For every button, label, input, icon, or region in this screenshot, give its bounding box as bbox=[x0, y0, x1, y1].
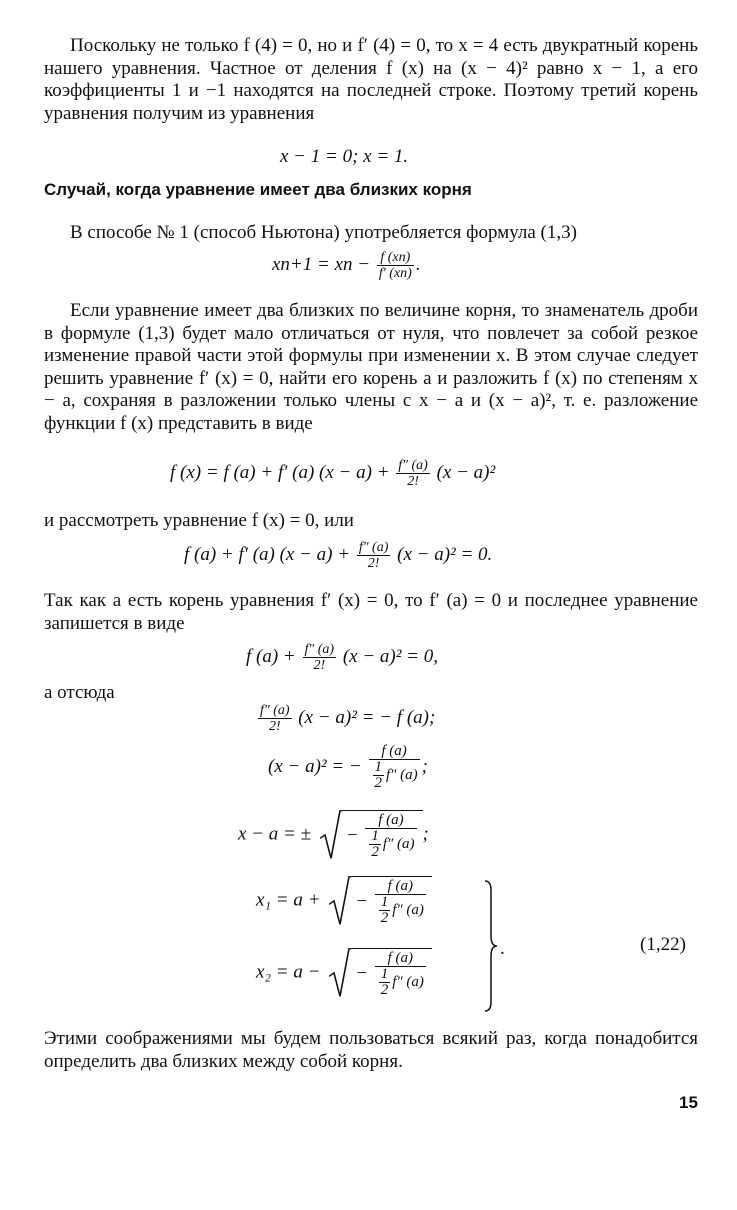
x1-denominator bbox=[375, 894, 426, 926]
right-brace bbox=[484, 880, 498, 1012]
step2-denominator bbox=[369, 759, 420, 791]
x2-half bbox=[379, 967, 391, 998]
reduced-denominator: 2! bbox=[303, 657, 337, 673]
x1-half-den: 2 bbox=[380, 910, 389, 926]
newton-denominator: f′ (xn) bbox=[378, 266, 412, 281]
reduced-tail: (x − a)² = 0, bbox=[342, 645, 438, 667]
zero-fraction bbox=[357, 540, 391, 571]
radical-sign bbox=[329, 876, 351, 926]
paragraph-since-root: Так как a есть корень уравнения f′ (x) = 0, то f′ (a) = 0 и последнее уравнение запишется в виде bbox=[44, 590, 698, 634]
taylor-denominator: 2! bbox=[396, 473, 430, 489]
equation-number: (1,22) bbox=[640, 934, 686, 955]
equation-zero bbox=[184, 540, 492, 571]
x1-half bbox=[379, 895, 391, 926]
step3-half bbox=[369, 829, 381, 860]
step2-den-tail: f″ (a) bbox=[386, 766, 418, 783]
x2-numerator: f (a) bbox=[387, 950, 414, 966]
step2-fraction bbox=[369, 744, 420, 791]
x2-sqrt bbox=[329, 948, 432, 998]
step3-fraction bbox=[365, 813, 416, 860]
paragraph-consider: и рассмотреть уравнение f (x) = 0, или bbox=[44, 510, 354, 531]
equation-step-1 bbox=[256, 703, 435, 734]
zero-denominator: 2! bbox=[357, 555, 391, 571]
step2-half-den: 2 bbox=[374, 775, 382, 791]
radical-sign bbox=[329, 948, 351, 998]
newton-lhs: xn+1 = xn − bbox=[272, 253, 371, 275]
paragraph-close-roots: Если уравнение имеет два близких по величине корня, то знаменатель дроби в формуле (1,3) будет мало отличаться от нуля, что повлечет за собой резкое изменение правой части этой формулы при изменении x. В этом случае следует решить уравнение f′ (x) = 0, найти его корень a и разложить f (x) по степеням x − a, сохраняя в разложении только члены с x − a и (x − a)², т. е. разложение функции f (x) представить в виде bbox=[44, 300, 698, 434]
reduced-fraction bbox=[303, 642, 337, 673]
step3-tail: ; bbox=[422, 823, 429, 845]
page-number: 15 bbox=[679, 1093, 698, 1112]
x2-denominator bbox=[375, 966, 426, 998]
paragraph-newton-intro: В способе № 1 (способ Ньютона) употребляется формула (1,3) bbox=[70, 222, 577, 243]
newton-numerator: f (xn) bbox=[380, 250, 411, 265]
step3-lhs: x − a = ± bbox=[238, 823, 312, 845]
equation-step-2 bbox=[268, 744, 428, 791]
step2-half bbox=[373, 760, 385, 791]
equation-step-3 bbox=[238, 810, 429, 860]
equation-root-x2 bbox=[256, 948, 432, 998]
step1-denominator: 2! bbox=[258, 718, 292, 734]
step1-tail: (x − a)² = − f (a); bbox=[298, 706, 436, 728]
x1-den-tail: f″ (a) bbox=[392, 901, 424, 918]
taylor-lhs: f (x) = f (a) + f′ (a) (x − a) + bbox=[170, 461, 390, 483]
step3-half-den: 2 bbox=[371, 844, 379, 860]
radical-sign bbox=[320, 810, 342, 860]
taylor-fraction bbox=[396, 458, 430, 489]
reduced-lhs: f (a) + bbox=[246, 645, 296, 667]
reduced-numerator: f″ (a) bbox=[304, 642, 335, 657]
step2-tail: ; bbox=[421, 755, 428, 777]
x2-half-den: 2 bbox=[380, 982, 389, 998]
x1-fraction bbox=[375, 879, 426, 926]
step2-lhs: (x − a)² = − bbox=[268, 755, 362, 777]
paragraph-conclusion: Этими соображениями мы будем пользоваться всякий раз, когда понадобится определить два близких между собой корня. bbox=[44, 1028, 698, 1072]
taylor-numerator: f″ (a) bbox=[398, 458, 428, 473]
x1-sqrt bbox=[329, 876, 432, 926]
taylor-tail: (x − a)² bbox=[436, 461, 496, 483]
equation-taylor bbox=[170, 458, 495, 489]
x1-half-num: 1 bbox=[380, 894, 389, 910]
equation-reduced bbox=[246, 642, 438, 673]
x2-fraction bbox=[375, 951, 426, 998]
step3-sqrt bbox=[320, 810, 423, 860]
brace-period: . bbox=[500, 938, 505, 959]
newton-fraction bbox=[377, 250, 414, 281]
x1-radicand: − f (a) $\frac{1}{2}$ f″ (a) bbox=[351, 876, 432, 926]
step3-denominator bbox=[365, 828, 416, 860]
step1-numerator: f″ (a) bbox=[260, 703, 290, 718]
x1-lhs: x₁ = a + bbox=[256, 889, 321, 911]
zero-tail: (x − a)² = 0. bbox=[397, 543, 493, 565]
paragraph-hence: а отсюда bbox=[44, 682, 115, 703]
equation-newton bbox=[272, 250, 421, 281]
x2-half-num: 1 bbox=[380, 966, 389, 982]
x2-lhs: x₂ = a − bbox=[256, 961, 321, 983]
step2-numerator: f (a) bbox=[381, 743, 407, 759]
equation-root-x1 bbox=[256, 876, 432, 926]
x1-numerator: f (a) bbox=[387, 878, 414, 894]
x2-radicand: − f (a) $\frac{1}{2}$ f″ (a) bbox=[351, 948, 432, 998]
zero-lhs: f (a) + f′ (a) (x − a) + bbox=[184, 543, 351, 565]
paragraph-double-root: Поскольку не только f (4) = 0, но и f′ (4) = 0, то x = 4 есть двукратный корень нашего уравнения. Частное от деления f (x) на (x − 4)² равно x − 1, а его коэффициенты 1 и −1 находятся на последней строке. Поэтому третий корень уравнения получим из уравнения bbox=[44, 35, 698, 124]
newton-tail: . bbox=[415, 253, 421, 275]
x2-den-tail: f″ (a) bbox=[392, 973, 424, 990]
step1-fraction bbox=[258, 703, 292, 734]
step3-numerator: f (a) bbox=[378, 812, 404, 828]
step3-radicand: − f (a) $\frac{1}{2}$ f″ (a) bbox=[342, 810, 423, 860]
zero-numerator: f″ (a) bbox=[358, 540, 389, 555]
step3-den-tail: f″ (a) bbox=[382, 835, 415, 852]
section-heading: Случай, когда уравнение имеет два близких корня bbox=[44, 180, 472, 199]
equation-third-root: x − 1 = 0; x = 1. bbox=[280, 146, 409, 167]
step3-half-num: 1 bbox=[371, 828, 379, 844]
step2-half-num: 1 bbox=[374, 759, 382, 775]
